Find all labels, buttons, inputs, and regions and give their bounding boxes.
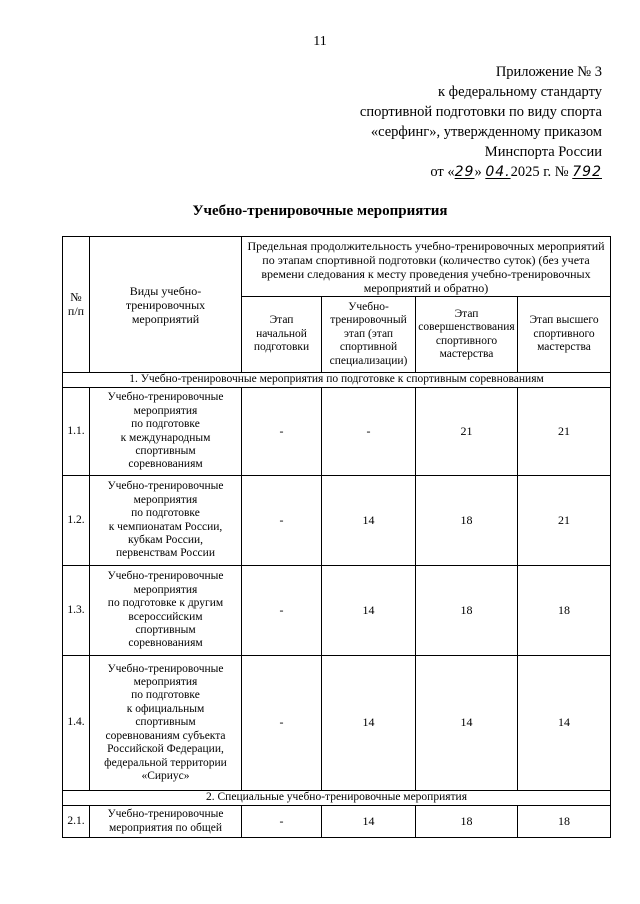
row-value-stage-training: 14 — [322, 566, 416, 656]
header-stage-improvement: Этап совершенствования спортивного мастерства — [416, 297, 518, 373]
header-num: № п/п — [63, 237, 90, 373]
table-row — [63, 806, 611, 838]
row-value-stage-initial: - — [242, 388, 322, 476]
table-row — [63, 566, 611, 656]
row-value-stage-improvement: 18 — [416, 476, 518, 566]
row-name: Учебно-тренировочные мероприятия по подготовке к международным спортивным соревнованиям — [90, 388, 242, 476]
row-value-stage-training: 14 — [322, 476, 416, 566]
row-value-stage-improvement: 14 — [416, 656, 518, 791]
row-value-stage-highest: 21 — [518, 388, 611, 476]
row-value-stage-initial: - — [242, 806, 322, 838]
header-duration: Предельная продолжительность учебно-тренировочных мероприятий по этапам спортивной подготовки (количество суток) (без учета времени следования к месту проведения учебно-тренировочных мероприятий и обратно) — [242, 237, 611, 297]
appendix-line: «серфинг», утвержденному приказом — [370, 124, 602, 140]
row-value-stage-highest: 18 — [518, 806, 611, 838]
table-row — [63, 656, 611, 791]
appendix-line: спортивной подготовки по виду спорта — [359, 104, 602, 120]
row-value-stage-training: 14 — [322, 806, 416, 838]
row-num: 2.1. — [63, 806, 90, 838]
row-value-stage-improvement: 18 — [416, 806, 518, 838]
appendix-block — [360, 62, 602, 182]
order-date-prefix: от « — [430, 164, 455, 180]
appendix-line: Минспорта России — [484, 144, 602, 160]
handwritten-month: 04. — [485, 164, 511, 180]
order-date-sep: » — [474, 164, 482, 180]
row-num: 1.3. — [63, 566, 90, 656]
order-date-line — [360, 162, 602, 182]
table-row — [63, 388, 611, 476]
row-name: Учебно-тренировочные мероприятия по подготовке к чемпионатам России, кубкам России, первенствам России — [90, 476, 242, 566]
row-num: 1.4. — [63, 656, 90, 791]
row-name: Учебно-тренировочные мероприятия по подготовке к официальным спортивным соревнованиям субъекта Российской Федерации, федеральной территории «Сириус» — [90, 656, 242, 791]
header-stage-highest: Этап высшего спортивного мастерства — [518, 297, 611, 373]
section-row — [63, 791, 611, 806]
row-num: 1.2. — [63, 476, 90, 566]
row-value-stage-highest: 18 — [518, 566, 611, 656]
row-value-stage-highest: 14 — [518, 656, 611, 791]
page-number: 11 — [313, 34, 327, 49]
row-value-stage-training: - — [322, 388, 416, 476]
row-value-stage-initial: - — [242, 656, 322, 791]
row-name: Учебно-тренировочные мероприятия по общей — [90, 806, 242, 838]
header-stage-training: Учебно- тренировочный этап (этап спортивной специализации) — [322, 297, 416, 373]
appendix-line: к федеральному стандарту — [438, 84, 602, 100]
table-row — [63, 476, 611, 566]
order-year: 2025 г. № — [510, 164, 569, 180]
row-value-stage-training: 14 — [322, 656, 416, 791]
handwritten-order-number: 792 — [572, 164, 602, 180]
row-value-stage-highest: 21 — [518, 476, 611, 566]
row-name: Учебно-тренировочные мероприятия по подготовке к другим всероссийским спортивным соревнованиям — [90, 566, 242, 656]
appendix-line: Приложение № 3 — [495, 64, 602, 80]
section-1-title: 1. Учебно-тренировочные мероприятия по подготовке к спортивным соревнованиям — [63, 373, 611, 388]
training-events-table — [62, 236, 611, 838]
row-num: 1.1. — [63, 388, 90, 476]
header-kinds: Виды учебно- тренировочных мероприятий — [90, 237, 242, 373]
section-row — [63, 373, 611, 388]
row-value-stage-initial: - — [242, 566, 322, 656]
row-value-stage-improvement: 21 — [416, 388, 518, 476]
document-title: Учебно-тренировочные мероприятия — [192, 203, 448, 219]
section-2-title: 2. Специальные учебно-тренировочные мероприятия — [63, 791, 611, 806]
row-value-stage-initial: - — [242, 476, 322, 566]
row-value-stage-improvement: 18 — [416, 566, 518, 656]
table-header-row — [63, 237, 611, 297]
header-stage-initial: Этап начальной подготовки — [242, 297, 322, 373]
handwritten-day: 29 — [454, 164, 475, 180]
